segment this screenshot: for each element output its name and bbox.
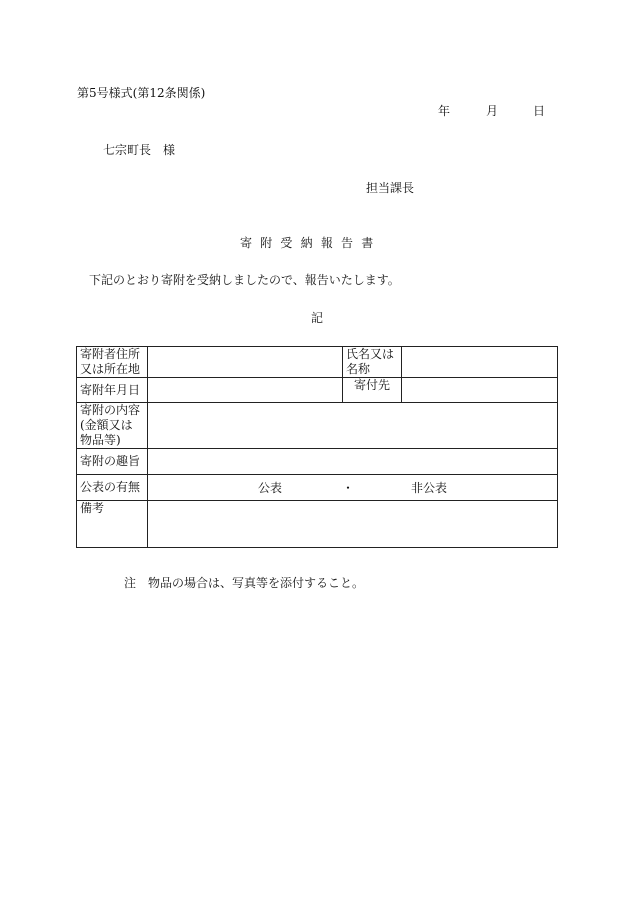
date-month-label: 月	[486, 104, 499, 118]
publication-yes-option[interactable]: 公表	[258, 481, 283, 495]
title-char: 寄	[240, 236, 253, 250]
donation-date-field[interactable]	[148, 378, 343, 403]
date-year-label: 年	[438, 104, 451, 118]
table-row	[77, 347, 558, 378]
table-row	[77, 449, 558, 475]
label-line: 物品等)	[80, 433, 121, 447]
label-line: 名称	[346, 362, 371, 376]
label-line: 寄附の内容	[80, 403, 141, 417]
date-day-label: 日	[533, 104, 546, 118]
donor-address-label	[77, 347, 148, 378]
donor-name-label	[343, 347, 402, 378]
label-line: 氏名又は	[346, 347, 395, 361]
donor-address-field[interactable]	[148, 347, 343, 378]
addressee: 七宗町長 様	[103, 143, 176, 157]
donation-date-label: 寄附年月日	[77, 378, 148, 403]
table-row	[77, 378, 558, 403]
title-char: 書	[361, 236, 374, 250]
title-char: 報	[320, 236, 334, 250]
purpose-label: 寄附の趣旨	[77, 449, 148, 475]
attachment-note: 注 物品の場合は、写真等を添付すること。	[124, 576, 365, 590]
publication-label: 公表の有無	[77, 475, 148, 501]
document-title	[240, 237, 381, 249]
remarks-label: 備考	[77, 501, 148, 548]
publication-no-option[interactable]: 非公表	[411, 481, 448, 495]
recipient-label: 寄付先	[343, 378, 402, 403]
intro-text: 下記のとおり寄附を受納しましたので、報告いたします。	[89, 273, 400, 287]
table-row	[77, 403, 558, 449]
table-row	[77, 475, 558, 501]
remarks-field[interactable]	[148, 501, 558, 548]
content-label	[77, 403, 148, 449]
label-line: 寄附者住所	[80, 347, 141, 361]
form-number: 第5号様式(第12条関係)	[77, 86, 206, 100]
sender: 担当課長	[366, 181, 415, 195]
donation-report-table	[76, 346, 558, 548]
title-char: 受	[280, 236, 293, 250]
title-char: 納	[300, 236, 313, 250]
content-field[interactable]	[148, 403, 558, 449]
label-line: (金額又は	[80, 418, 133, 432]
ki-heading: 記	[311, 311, 324, 325]
recipient-field[interactable]	[402, 378, 558, 403]
label-line: 又は所在地	[80, 362, 141, 376]
donor-name-field[interactable]	[402, 347, 558, 378]
publication-field	[148, 475, 558, 501]
publication-separator: ・	[342, 481, 355, 495]
title-char: 附	[260, 236, 273, 250]
table-row	[77, 501, 558, 548]
title-char: 告	[341, 236, 354, 250]
purpose-field[interactable]	[148, 449, 558, 475]
